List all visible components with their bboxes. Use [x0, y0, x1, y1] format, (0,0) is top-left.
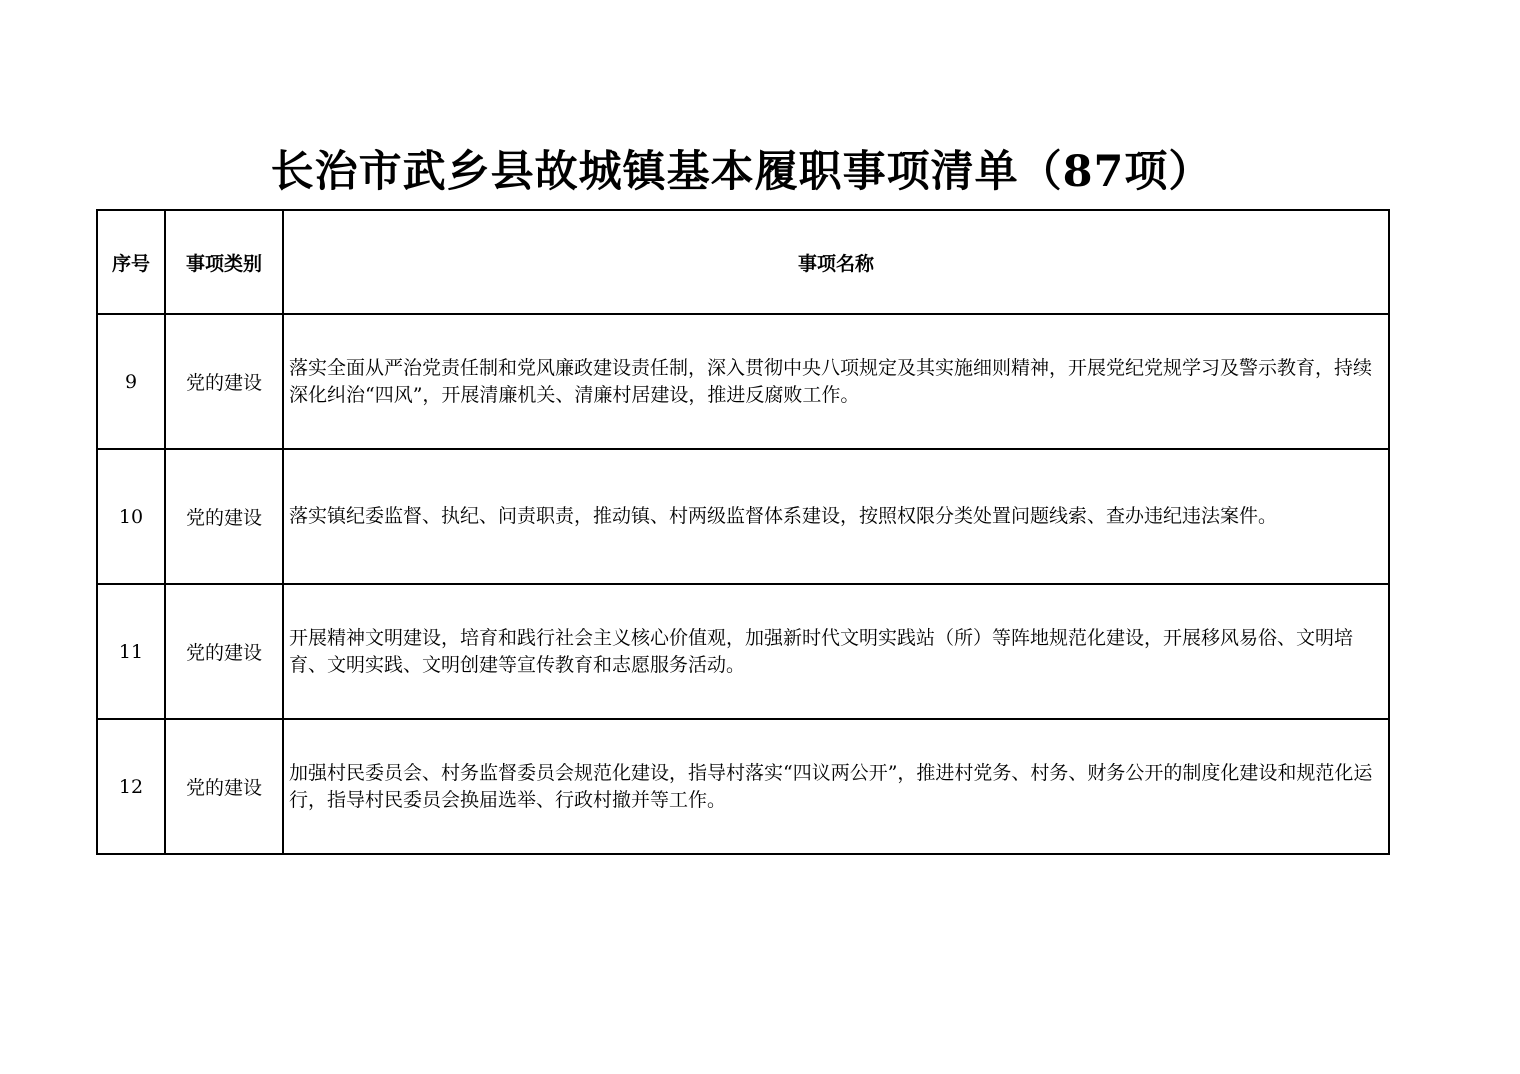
row-no: 9	[97, 314, 165, 449]
table-header-row	[97, 210, 1389, 314]
row-name: 加强村民委员会、村务监督委员会规范化建设，指导村落实“四议两公开”，推进村党务、村务、财务公开的制度化建设和规范化运行，指导村民委员会换届选举、行政村撤并等工作。	[289, 761, 1373, 811]
table-row	[97, 584, 1389, 719]
duty-table	[96, 209, 1390, 855]
header-no: 序号	[97, 210, 165, 314]
page-title: 长治市武乡县故城镇基本履职事项清单（87项）	[270, 147, 1213, 197]
row-name-cell	[283, 449, 1389, 584]
row-category: 党的建设	[165, 584, 283, 719]
row-name: 落实镇纪委监督、执纪、问责职责，推动镇、村两级监督体系建设，按照权限分类处置问题线索、查办违纪违法案件。	[289, 505, 1278, 527]
row-category: 党的建设	[165, 314, 283, 449]
table-row	[97, 314, 1389, 449]
row-no: 12	[97, 719, 165, 854]
row-name-cell	[283, 719, 1389, 854]
table-row	[97, 719, 1389, 854]
row-name: 开展精神文明建设，培育和践行社会主义核心价值观，加强新时代文明实践站（所）等阵地规范化建设，开展移风易俗、文明培育、文明实践、文明创建等宣传教育和志愿服务活动。	[289, 626, 1354, 676]
row-name-cell	[283, 314, 1389, 449]
header-category: 事项类别	[165, 210, 283, 314]
row-name-cell	[283, 584, 1389, 719]
header-name: 事项名称	[283, 210, 1389, 314]
row-category: 党的建设	[165, 719, 283, 854]
row-category: 党的建设	[165, 449, 283, 584]
table-row	[97, 449, 1389, 584]
row-name: 落实全面从严治党责任制和党风廉政建设责任制，深入贯彻中央八项规定及其实施细则精神，开展党纪党规学习及警示教育，持续深化纠治“四风”，开展清廉机关、清廉村居建设，推进反腐败工作。	[289, 356, 1373, 406]
row-no: 11	[97, 584, 165, 719]
row-no: 10	[97, 449, 165, 584]
